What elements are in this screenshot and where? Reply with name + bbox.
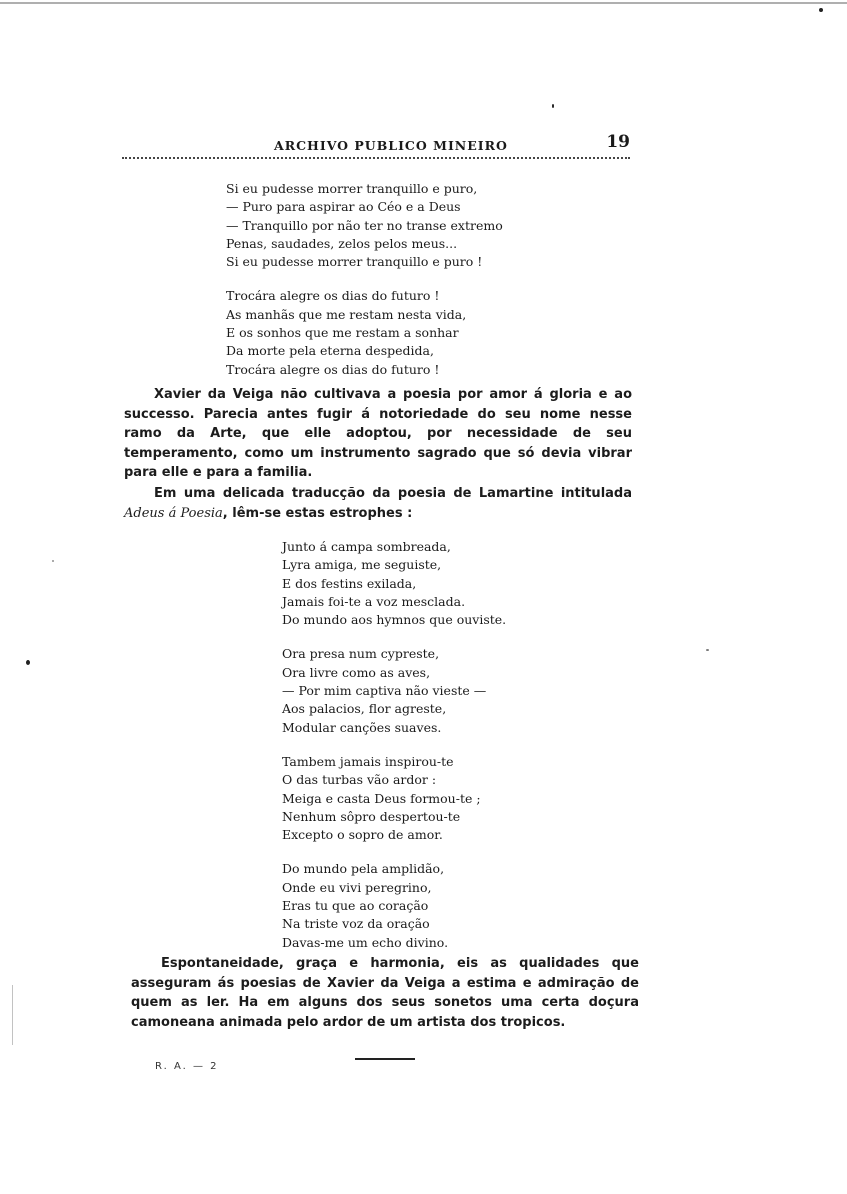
page-number: 19 [606,132,630,152]
poem-stanza [282,753,542,844]
poem-line: Tambem jamais inspirou-te [282,753,454,769]
poem-line: Da morte pela eterna despedida, [226,343,434,359]
header-rule [122,157,630,159]
poem-stanza [282,538,542,629]
poem-stanza [226,287,536,378]
poem-line: Penas, saudades, zelos pelos meus... [226,235,458,251]
poem-line: Eras tu que ao coração [282,898,429,914]
scan-speck [706,649,709,651]
poem-line: Ora presa num cypreste, [282,646,440,662]
closing-rule [355,1058,415,1060]
poem-line: As manhãs que me restam nesta vida, [226,306,467,322]
scan-margin-mark [12,985,13,1045]
poem-line: Lyra amiga, me seguiste, [282,557,442,573]
poem-line: Trocára alegre os dias do futuro ! [226,288,440,304]
poem-line: Si eu pudesse morrer tranquillo e puro, [226,181,478,196]
poem-stanza [282,645,542,736]
poem-line: Excepto o sopro de amor. [282,827,443,843]
paragraph-translation-intro [124,484,632,523]
paragraph-text: Xavier da Veiga não cultivava a poesia por amor á gloria e ao successo. Parecia antes fugir á notoriedade do seu nome nesse ramo da Arte, que elle adoptou, por necessidade de seu temperamento, como um instrumento sagrado que só devia vibrar para elle e para a familia. [124,387,632,480]
paragraph-veiga-poetry [124,385,632,483]
scan-speck [552,104,554,108]
poem-first [226,180,536,379]
poem-line: Junto á campa sombreada, [282,539,451,554]
poem-line: Aos palacios, flor agreste, [282,701,447,717]
running-header [122,132,630,158]
poem-line: Davas-me um echo divino. [282,934,449,950]
paragraph-tail: , lêm-se estas estrophes : [222,505,413,521]
poem-line: Ora livre como as aves, [282,664,431,680]
scan-speck [819,8,823,12]
poem-line: — Puro para aspirar ao Céo e a Deus [226,199,461,215]
poem-line: O das turbas vão ardor : [282,772,437,788]
poem-line: Onde eu vivi peregrino, [282,879,432,895]
poem-line: Na triste voz da oração [282,916,430,932]
poem-line: — Por mim captiva não vieste — [282,683,487,699]
poem-line: — Tranquillo por não ter no transe extremo [226,217,503,233]
top-scan-edge [0,2,847,4]
signature-mark: R. A. — 2 [155,1061,219,1072]
paragraph-qualities: Espontaneidade, graça e harmonia, eis as qualidades que asseguram ás poesias de Xavier da Veiga a estima e admiração de quem as ler. Ha em alguns dos seus sonetos uma certa doçura camoneana animada pelo ardor de um artista dos tropicos. [131,956,639,1030]
poem-line: E dos festins exilada, [282,575,417,591]
header-title: ARCHIVO PUBLICO MINEIRO [274,138,508,153]
poem-stanza [282,860,542,951]
scan-speck [52,560,54,562]
paragraph-lead: Em uma delicada traducção da poesia de Lamartine intitulada [154,486,632,501]
poem-line: Do mundo pela amplidão, [282,861,445,877]
scan-speck [26,660,30,665]
poem-line: Modular canções suaves. [282,719,442,735]
poem-adeus-a-poesia [282,538,542,952]
poem-stanza [226,180,536,271]
poem-line: E os sonhos que me restam a sonhar [226,325,459,341]
poem-title-italic: Adeus á Poesia [124,505,223,521]
poem-line: Trocára alegre os dias do futuro ! [226,361,440,377]
poem-line: Do mundo aos hymnos que ouviste. [282,612,507,628]
poem-line: Si eu pudesse morrer tranquillo e puro ! [226,254,483,270]
poem-line: Nenhum sôpro despertou-te [282,808,461,824]
poem-line: Jamais foi-te a voz mesclada. [282,593,466,609]
poem-line: Meiga e casta Deus formou-te ; [282,790,481,806]
